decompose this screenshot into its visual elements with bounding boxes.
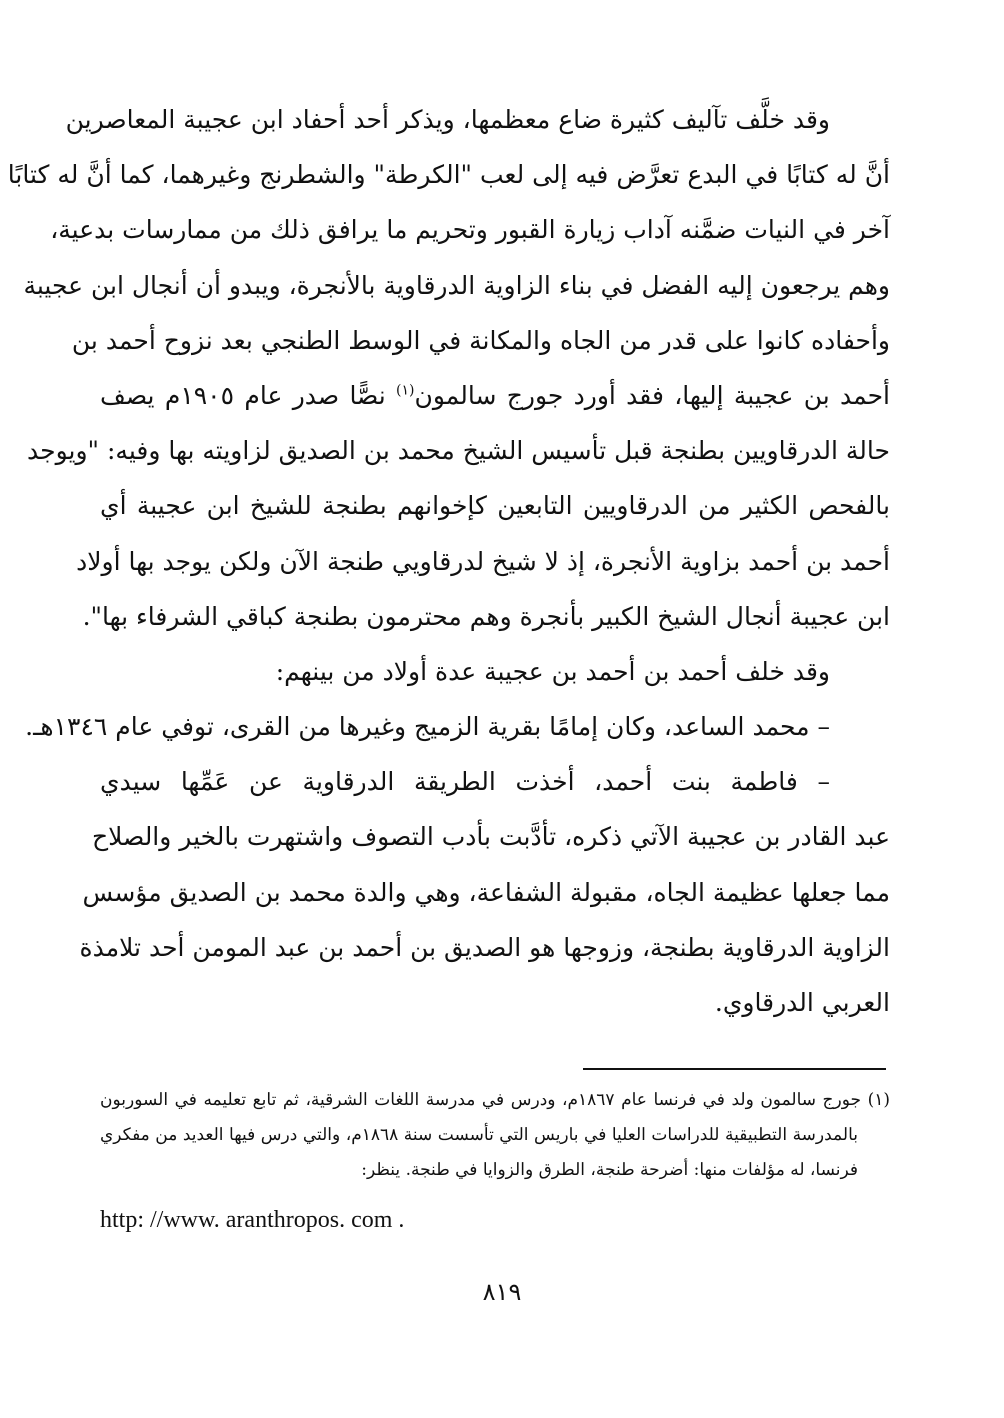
footnote-line: (١) جورج سالمون ولد في فرنسا عام ١٨٦٧م، ودرس في مدرسة اللغات الشرقية، ثم تابع تعليمه في السوربون [100,1090,890,1110]
footnote-url[interactable]: http: //www. aranthropos. com . [100,1207,405,1233]
main-text [7,92,891,1030]
text-line: وهم يرجعون إليه الفضل في بناء الزاوية الدرقاوية بالأنجرة، ويبدو أن أنجال ابن عجيبة [23,270,890,300]
text-line [100,368,890,423]
text-line: وقد خلف أحمد بن أحمد بن عجيبة عدة أولاد من بينهم: [275,656,830,686]
footnote-line: بالمدرسة التطبيقية للدراسات العليا في باريس التي تأسست سنة ١٨٦٨م، والتي درس فيها العديد من مفكري [100,1125,858,1145]
text-line: العربي الدرقاوي. [714,988,890,1017]
list-item: – فاطمة بنت أحمد، أخذت الطريقة الدرقاوية عن عَمِّها سيدي [100,767,830,797]
footnote-separator [583,1068,886,1070]
text-line: أنَّ له كتابًا في البدع تعرَّض فيه إلى لعب "الكرطة" والشطرنج وغيرهما، كما أنَّ له كتابًا [7,160,890,190]
text-segment: نصًّا صدر عام ١٩٠٥م يصف [100,380,386,410]
footnote-reference[interactable]: (١) [396,382,415,399]
text-line: حالة الدرقاويين بطنجة قبل تأسيس الشيخ محمد بن الصديق لزاويته بها وفيه: "ويوجد [27,436,890,466]
text-line: بالفحص الكثير من الدرقاويين التابعين كإخوانهم بطنجة للشيخ ابن عجيبة أي [100,491,890,521]
footnotes [100,1083,890,1188]
text-line: الزاوية الدرقاوية بطنجة، وزوجها هو الصديق بن أحمد بن عبد المومن أحد تلامذة [79,932,890,962]
text-line: وأحفاده كانوا على قدر من الجاه والمكانة في الوسط الطنجي بعد نزوح أحمد بن [71,325,890,355]
list-item: – محمد الساعد، وكان إمامًا بقرية الزميج وغيرها من القرى، توفي عام ١٣٤٦هـ. [25,712,830,742]
footnote-line: فرنسا، له مؤلفات منها: أضرحة طنجة، الطرق والزوايا في طنجة. ينظر: [361,1160,858,1180]
text-line: أحمد بن أحمد بزاوية الأنجرة، إذ لا شيخ لدرقاويي طنجة الآن ولكن يوجد بها أولاد [76,546,890,576]
page-number: ٨١٩ [482,1278,522,1306]
text-line: وقد خلَّف تآليف كثيرة ضاع معظمها، ويذكر أحد أحفاد ابن عجيبة المعاصرين [65,105,830,134]
text-line: مما جعلها عظيمة الجاه، مقبولة الشفاعة، وهي والدة محمد بن الصديق مؤسس [82,877,890,907]
text-segment: أحمد بن عجيبة إليها، فقد أورد جورج سالمون [414,380,891,410]
text-line: ابن عجيبة أنجال الشيخ الكبير بأنجرة وهم محترمون بطنجة كباقي الشرفاء بها". [82,601,890,631]
text-line: عبد القادر بن عجيبة الآتي ذكره، تأدَّبت بأدب التصوف واشتهرت بالخير والصلاح [91,822,890,852]
text-line: آخر في النيات ضمَّنه آداب زيارة القبور وتحريم ما يرافق ذلك من ممارسات بدعية، [50,215,890,245]
